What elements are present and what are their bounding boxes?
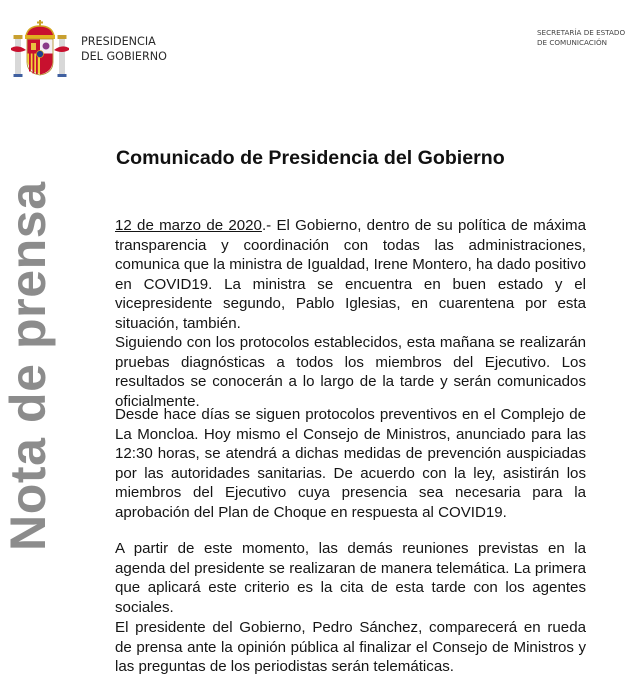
department-line-1: SECRETARÍA DE ESTADO [537, 28, 626, 37]
organization-name [81, 34, 167, 64]
department-name [537, 28, 625, 47]
paragraph-3: Desde hace días se siguen protocolos preventivos en el Complejo de La Moncloa. Hoy mismo el Consejo de Ministros, anunciado para las 12:30 horas, se atendrá a dichas medidas de prevención auspiciadas por las autoridades sanitarias. De acuerdo con la ley, asistirán los miembros del Ejecutivo cuya presencia sea necesaria para la aprobación del Plan de Choque en respuesta al COVID19. [115, 406, 586, 521]
organization-line-2: DEL GOBIERNO [81, 50, 167, 63]
release-date: 12 de marzo de 2020 [115, 217, 262, 234]
document-title: Comunicado de Presidencia del Gobierno [116, 147, 505, 169]
organization-line-1: PRESIDENCIA [81, 35, 156, 48]
paragraph-4: A partir de este momento, las demás reuniones previstas en la agenda del presidente se realizaran de manera telemática. La primera que aplicará este criterio es la cita de esta tarde con los agentes sociales. [115, 540, 586, 616]
press-release-label: Nota de prensa [0, 181, 56, 551]
department-line-2: DE COMUNICACIÓN [537, 37, 607, 47]
paragraph-5: El presidente del Gobierno, Pedro Sánchez, comparecerá en rueda de prensa ante la opinión pública al finalizar el Consejo de Ministros y las preguntas de los periodistas serán telemáticas. [115, 619, 586, 676]
paragraph-2: Siguiendo con los protocolos establecidos, esta mañana se realizarán pruebas diagnósticas a todos los miembros del Ejecutivo. Los resultados se conocerán a lo largo de la tarde y serán comunicados oficialmente. [115, 334, 586, 410]
spain-coat-of-arms-icon [8, 18, 72, 82]
paragraph-1 [115, 216, 586, 334]
paragraph-1-text: .- El Gobierno, dentro de su política de máxima transparencia y coordinación con todas las administraciones, comunica que la ministra de Igualdad, Irene Montero, ha dado positivo en COVID19. La ministra se encuentra en buen estado y el vicepresidente segundo, Pablo Iglesias, en cuarentena por esta situación, también. [115, 217, 586, 332]
